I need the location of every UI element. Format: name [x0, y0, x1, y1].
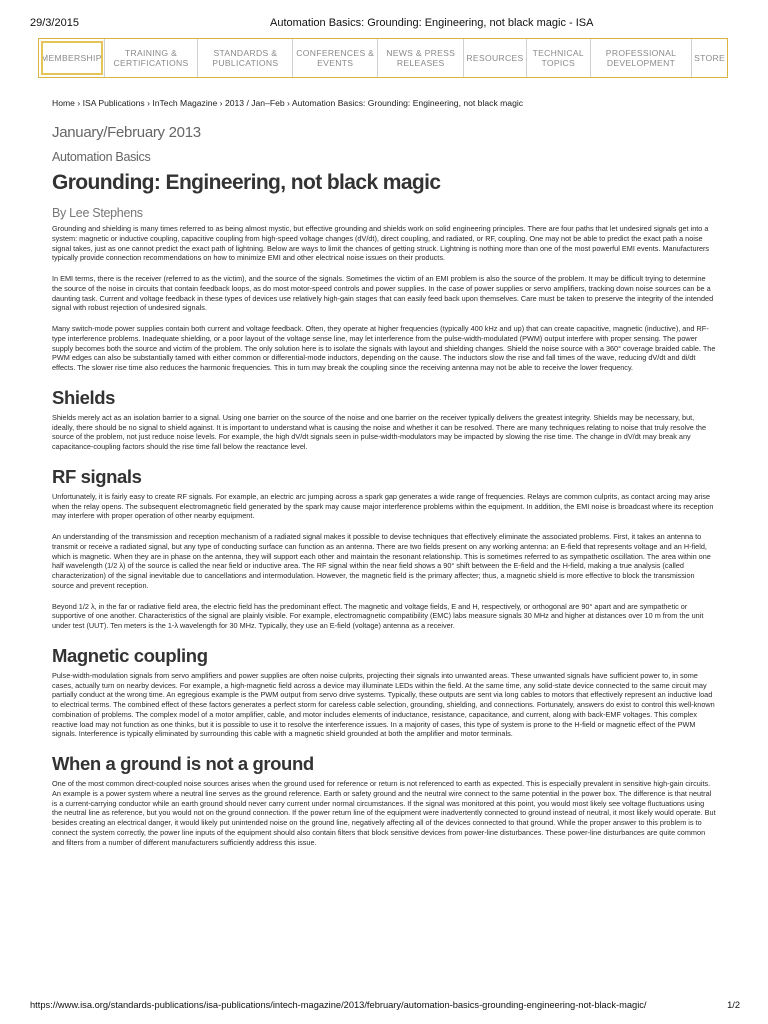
paragraph: Beyond 1/2 λ, in the far or radiative field area, the electric field has the predominant effect. The magnetic and voltage fields, E and H, respectively, or orthogonal are 90° apart and are sympathetic or supportive of one another. Characteristics of the signal are plainly visible. For example, electromagnetic compatibility (EMC) labs measure signals 30 MHz and higher at distances over 10 m from the unit under test (UUT). Ten meters is the 1-λ wavelength for 30 MHz. Typically, they use an E-field (voltage) antenna as a receiver. — [52, 601, 704, 630]
breadcrumb-separator: › — [74, 98, 83, 108]
nav-technical-topics[interactable]: TECHNICAL TOPICS — [527, 39, 591, 77]
breadcrumb-isa-publications[interactable]: ISA Publications — [82, 98, 145, 108]
nav-training-certifications[interactable]: TRAINING & CERTIFICATIONS — [105, 39, 198, 77]
article-byline: By Lee Stephens — [52, 206, 143, 220]
paragraph: In EMI terms, there is the receiver (referred to as the victim), and the source of the signals. Sometimes the victim of an EMI problem is also the source of the problem. It may be difficult trying to determine the source of the noise in circuits that contain feedback loops, as do most motor-speed controls and power supplies. In the case of power supplies or servo amplifiers, tracking down noise sources can be a daunting task. Current and voltage feedback in these types of devices use relatively high-gain stages that can easily feed back upon themselves. Care must be taken to preserve the integrity of the intended signal with robust rejection of undesired signals. — [52, 274, 714, 313]
nav-store[interactable]: STORE — [694, 52, 726, 63]
nav-conferences-events[interactable]: CONFERENCES & EVENTS — [293, 39, 378, 77]
nav-news-press-releases[interactable]: NEWS & PRESS RELEASES — [378, 39, 464, 77]
section-heading-shields: Shields — [52, 386, 115, 408]
section-heading-ground: When a ground is not a ground — [52, 753, 314, 774]
nav-resources[interactable]: RESOURCES — [464, 39, 526, 77]
breadcrumb-current: Automation Basics: Grounding: Engineering, not black magic — [291, 98, 524, 108]
paragraph: Shields merely act as an isolation barrier to a signal. Using one barrier on the source of the noise and one barrier on the receiver typically delivers the greatest integrity. Shields may be necessary, but, ideally, there should be no signal to shield against. It is important to understand what is causing the noise and whether it can be resolved. There are many techniques relating to noise that truly resolve the source of the problem, not just reduce noise levels. For example, the high dV/dt signals seen in pulse-width-modulators may be impacted by slowing the rise time. The change in dV/dt may break any capacitance-coupling factors should the rise time fall below the reactance level. — [52, 412, 706, 451]
print-date: 29/3/2015 — [30, 17, 79, 29]
breadcrumb-intech-magazine[interactable]: InTech Magazine — [152, 98, 218, 108]
print-page-title: Automation Basics: Grounding: Engineering, not black magic - ISA — [270, 17, 594, 29]
breadcrumb-separator: › — [217, 98, 225, 108]
nav-professional-development[interactable]: PROFESSIONAL DEVELOPMENT — [591, 39, 692, 77]
print-page-number: 1/2 — [727, 1000, 740, 1010]
breadcrumb — [52, 98, 523, 108]
breadcrumb-home[interactable]: Home — [52, 98, 75, 108]
paragraph: Pulse-width-modulation signals from servo amplifiers and power supplies are often noise culprits, projecting their signals into unwanted areas. These unwanted signals have sufficient power to, in some cases, actually turn on nearby devices. For example, a high-magnetic field across a device may illuminate LEDs within the field. At the same time, any solid-state device connected to the same circuit may partially conduct at the wrong time. An egregious example is the PWM output from servo drive systems. Typically, these outputs are sent via long cables to motors that effectively represent an inductive load to electrical terms. The combined effect of these factors generates a perfect storm for careless cable selection, grounding, shielding, and connections. Fortunately, answers do exist to control this well-known combination of problems. The complex model of a motor amplifier, cable, and motor includes elements of inductance, resistance, capacitance, and current, along with back-EMF voltages. This complex reactive load may not function as one thinks, but it is possible to use it to resolve the interference issues. In a majority of cases, this type of system is prone to the H-field or magnetic effect of the PWM signals. Interference is typically eliminated by surrounding this cable with a magnetic shield grounded at both the amplifier and motor terminals. — [52, 670, 715, 739]
print-url: https://www.isa.org/standards-publications/isa-publications/intech-magazine/2013/february/automation-basics-grounding-engineering-not-black-magic/ — [30, 1000, 647, 1010]
print-header — [30, 17, 740, 29]
nav-standards-publications[interactable]: STANDARDS & PUBLICATIONS — [198, 39, 293, 77]
paragraph: An understanding of the transmission and reception mechanism of a radiated signal makes it possible to devise techniques that effectively eliminate the associated problems. First, it takes an antenna to transmit or receive a radiated signal, but any type of conducting surface can function as an antenna. There are two fields present on any working antenna: an E-field that represents voltage and an H-field, which is magnetic. When they are in phase on the antenna, they will support each other and maintain the resonant relationship. This is sometimes referred to as sympathetic oscillation. The area within one half wavelength (1/2 λ) of the source is called the near field or inductive area. The RF signal within the near field shows a 90° shift between the E-field and the H-field, making a true analysis (called characterization) of the signal inevitable due to cancellations and intermodulation. However, the magnetic field is the primary affecter; thus, a magnetic shield is more effective to block the transmission source and prevent reception. — [52, 532, 711, 590]
paragraph: Unfortunately, it is fairly easy to create RF signals. For example, an electric arc jumping across a spark gap generates a wide range of frequencies. Relays are common culprits, as contact arcing may arise when the relay opens. The subsequent electromagnetic field generated by the spark may cause major interference problems within the equipment. In addition, the EMI noise is broadcast where its reception may interfere with proper operation of other nearby equipment. — [52, 491, 714, 521]
section-heading-rf-signals: RF signals — [52, 465, 142, 487]
paragraph: One of the most common direct-coupled noise sources arises when the ground used for reference or return is not referenced to earth as expected. This is especially prevalent in sensitive high-gain circuits. An example is a power system where a neutral line serves as the ground reference. Earth or safety ground and the neutral wire connect to the same potential in the power box. The difference is that neutral is a current-carrying conductor while an earth ground should never carry current under normal circumstances. If the signal was monitored at this point, you would most likely see voltage fluctuations using the neutral line as reference, but you would not on the ground connection. If the power return line of the equipment were inadvertently connected to ground instead of neutral, it most likely would operate. But besides creating an electrical danger, it would likely put unintended noise on the ground line, negatively affecting all of the devices connected to that ground. While the proper answer to this problem is to connect the system correctly, the power line inputs of the equipment should also contain filters that block sensitive devices from power-line disturbances. These power-line disturbances are quite common and filters from a number of different manufacturers sufficiently address this issue. — [52, 779, 716, 847]
article-body — [52, 224, 716, 858]
paragraph: Many switch-mode power supplies contain both current and voltage feedback. Often, they operate at higher frequencies (typically 400 kHz and up) that can create capacitive, magnetic (inductive), and RF-type interference problems. Inadequate shielding, or a poor layout of the voltage sense line, may let interference from the pulse-width-modulated (PWM) output interfere with proper sensing. The power supply becomes both the source and victim of the problem. The only solution here is to isolate the signals with layout and shielding changes. Shield the noise source with a 360° coverage braided cable. The PWM edges can also be substantially tamed with either common or differential-mode inductors, depending on the cause. The inductors slow the rise and fall times of the wave, reducing dV/dt and di/dt effects. The slower rise time also reduces the harmonic frequencies. This in turn may break the coupling since the receiving antenna may not be able to receive the lower frequency. — [52, 324, 716, 372]
paragraph: Grounding and shielding is many times referred to as being almost mystic, but effective grounding and shields work on solid engineering principles. There are four paths that let undesired signals get into a system: magnetic or inductive coupling, capacitive coupling from high-speed voltage changes (dV/dt), direct coupling, and radiated, or RF, coupling. One may not be able to predict the exact path a noise signal takes, just as one cannot predict the exact path of lightning. Below are ways to limit the chances of getting struck. Lightning is nothing more than one of the most powerful EMI events. Manufacturers typically provide connection recommendations on how to minimize EMI and other electrical noise issues on their products. — [52, 224, 710, 263]
main-nav — [38, 38, 728, 78]
breadcrumb-issue[interactable]: 2013 / Jan–Feb — [224, 98, 285, 108]
article-title: Grounding: Engineering, not black magic — [52, 171, 441, 194]
breadcrumb-separator: › — [284, 98, 292, 108]
section-heading-magnetic-coupling: Magnetic coupling — [52, 644, 208, 666]
article-category: Automation Basics — [52, 150, 151, 164]
breadcrumb-separator: › — [144, 98, 153, 108]
nav-membership[interactable]: MEMBERSHIP — [39, 39, 105, 77]
issue-date: January/February 2013 — [52, 124, 201, 141]
print-footer — [30, 1000, 740, 1010]
